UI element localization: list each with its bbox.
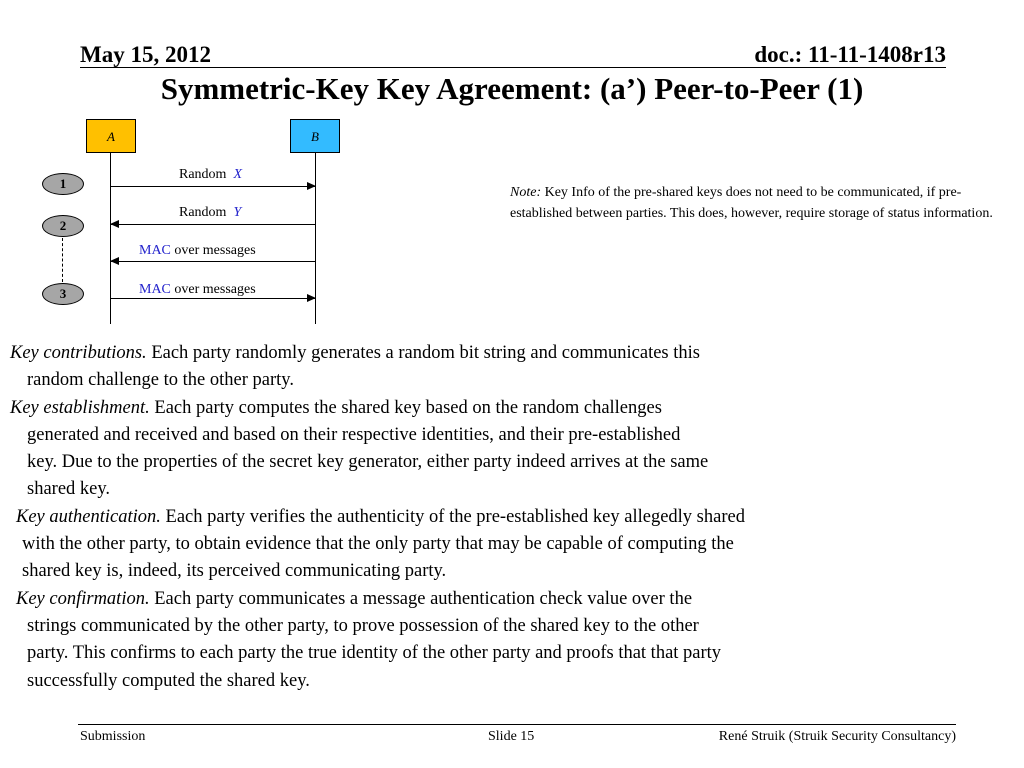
paragraph-line: successfully computed the shared key. [27, 670, 310, 691]
term-key-establishment: Key establishment. [10, 397, 150, 418]
message-4-suffix: over messages [170, 282, 256, 297]
paragraph-key-confirmation [16, 586, 1016, 695]
footer-author: René Struik (Struik Security Consultancy) [718, 729, 956, 744]
paragraph-line: generated and received and based on their respective identities, and their pre-established [27, 424, 681, 445]
message-4-label [139, 282, 256, 298]
step-connector [62, 238, 63, 282]
message-2-arrow [111, 224, 315, 225]
diagram-note [510, 182, 1010, 224]
paragraph-key-authentication [16, 504, 1016, 586]
paragraph-line: with the other party, to obtain evidence that the only party that may be capable of computing the [22, 534, 734, 555]
paragraph-line: random challenge to the other party. [27, 370, 294, 391]
header-doc-id: doc.: 11-11-1408r13 [754, 42, 946, 67]
step-1-badge: 1 [42, 173, 84, 195]
message-3-mac: MAC [139, 243, 171, 258]
message-1-label [179, 167, 242, 183]
party-a-box: A [86, 119, 136, 153]
step-2-badge: 2 [42, 215, 84, 237]
footer-submission: Submission [80, 729, 146, 744]
term-key-confirmation: Key confirmation. [16, 588, 150, 609]
paragraph-line: Each party communicates a message authentication check value over the [149, 588, 693, 609]
note-text: Key Info of the pre-shared keys does not need to be communicated, if pre-established between parties. This does, however, require storage of status information. [510, 185, 993, 221]
note-label: Note: [510, 185, 542, 200]
footer-slide-number: Slide 15 [488, 729, 535, 744]
paragraph-line: Each party verifies the authenticity of the pre-established key allegedly shared [160, 506, 745, 527]
paragraph-line: shared key. [27, 479, 111, 500]
paragraph-key-establishment [10, 395, 1010, 504]
message-3-suffix: over messages [170, 243, 256, 258]
message-3-label [139, 243, 256, 259]
message-2-variable: Y [233, 205, 242, 220]
header-divider [80, 67, 946, 68]
message-1-arrow [111, 186, 315, 187]
message-4-mac: MAC [139, 282, 171, 297]
message-2-prefix: Random [179, 205, 227, 220]
paragraph-line: Each party randomly generates a random bit string and communicates this [146, 343, 700, 363]
paragraph-line: shared key is, indeed, its perceived communicating party. [22, 561, 447, 582]
step-3-badge: 3 [42, 283, 84, 305]
message-1-prefix: Random [179, 167, 227, 182]
paragraph-key-contributions [10, 340, 1010, 395]
slide-title: Symmetric-Key Key Agreement: (a’) Peer-to-Peer (1) [160, 71, 864, 106]
footer-divider [78, 724, 956, 725]
party-b-box: B [290, 119, 340, 153]
paragraph-line: strings communicated by the other party, to prove possession of the shared key to the other [27, 615, 699, 636]
message-3-arrow [111, 261, 315, 262]
message-2-label [179, 205, 241, 221]
paragraph-line: party. This confirms to each party the true identity of the other party and proofs that that party [27, 643, 722, 664]
header-date: May 15, 2012 [80, 42, 211, 67]
term-key-contributions: Key contributions. [10, 343, 147, 363]
paragraph-line: Each party computes the shared key based on the random challenges [149, 397, 662, 418]
message-1-variable: X [233, 167, 243, 182]
paragraph-line: key. Due to the properties of the secret key generator, either party indeed arrives at the same [27, 452, 709, 473]
message-4-arrow [111, 298, 315, 299]
term-key-authentication: Key authentication. [16, 506, 161, 527]
